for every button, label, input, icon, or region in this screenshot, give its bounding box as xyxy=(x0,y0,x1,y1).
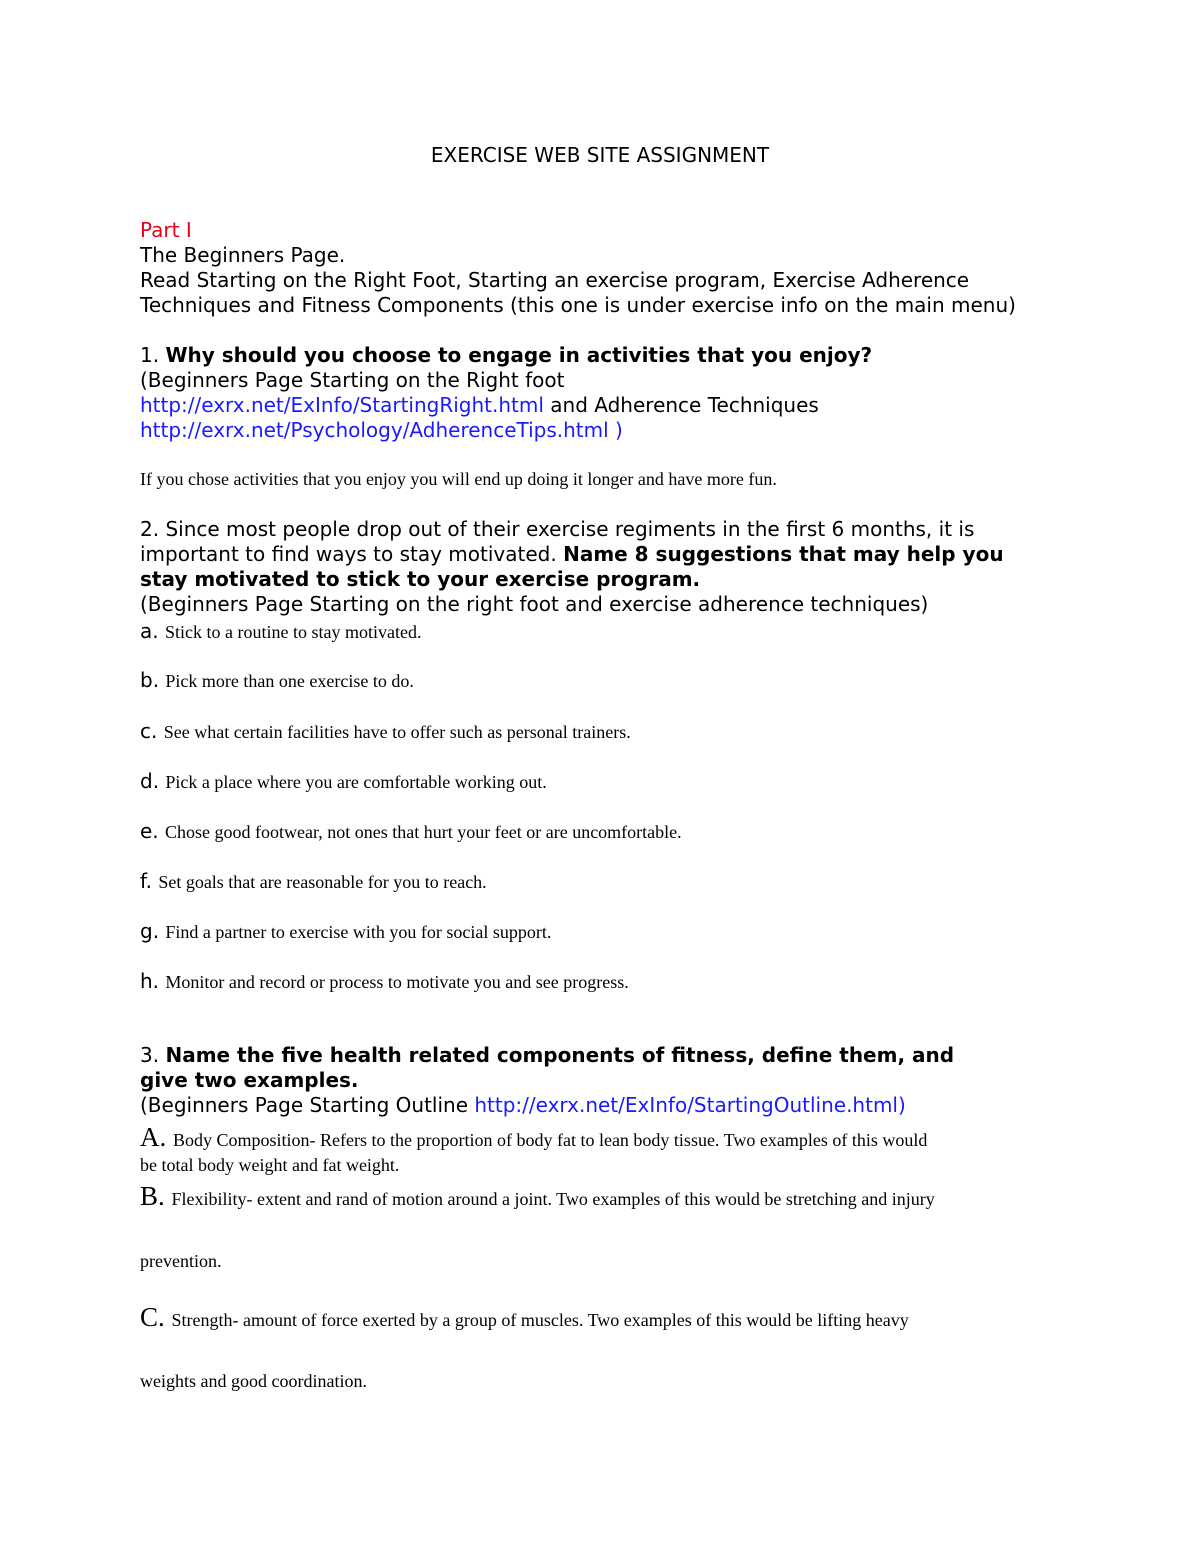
answer-text: Monitor and record or process to motivate you and see progress. xyxy=(165,972,629,992)
component-text: Strength- amount of force exerted by a group of muscles. Two examples of this would be lifting heavy xyxy=(171,1310,909,1330)
question-1-text: Why should you choose to engage in activities that you enjoy? xyxy=(165,343,873,367)
intro-line-3: Techniques and Fitness Components (this one is under exercise info on the main menu) xyxy=(140,293,1016,317)
question-3-reference xyxy=(140,1093,906,1117)
component-text-continued: prevention. xyxy=(140,1251,222,1271)
question-3-line-1 xyxy=(140,1043,954,1067)
answer-letter: b. xyxy=(140,668,166,692)
question-2-reference: (Beginners Page Starting on the right foot and exercise adherence techniques) xyxy=(140,592,929,616)
part-heading: Part I xyxy=(140,218,192,242)
question-3-reference-text: (Beginners Page Starting Outline xyxy=(140,1093,475,1117)
question-2-line-2 xyxy=(140,542,1004,566)
answer-item xyxy=(140,919,551,943)
question-3-line-2 xyxy=(140,1068,359,1092)
page-title: EXERCISE WEB SITE ASSIGNMENT xyxy=(430,143,770,167)
question-1-answer: If you chose activities that you enjoy you will end up doing it longer and have more fun. xyxy=(140,469,777,489)
question-3-text: Name the five health related components of fitness, define them, and xyxy=(165,1043,955,1067)
answer-text: Pick more than one exercise to do. xyxy=(165,671,414,691)
component-text-continued: weights and good coordination. xyxy=(140,1371,367,1391)
question-2-plain: important to find ways to stay motivated. xyxy=(140,542,564,566)
answer-letter: g. xyxy=(140,919,166,943)
starting-right-link[interactable]: http://exrx.net/ExInfo/StartingRight.html xyxy=(140,393,544,417)
answer-item xyxy=(140,719,631,743)
question-3-number: 3. xyxy=(140,1043,166,1067)
answer-letter: d. xyxy=(140,769,166,793)
answer-text: Set goals that are reasonable for you to reach. xyxy=(158,872,487,892)
answer-item xyxy=(140,769,547,793)
answer-text: Pick a place where you are comfortable working out. xyxy=(165,772,547,792)
starting-outline-link[interactable]: http://exrx.net/ExInfo/StartingOutline.html) xyxy=(474,1093,906,1117)
component-item xyxy=(140,1302,909,1333)
question-2-line-3 xyxy=(140,567,700,591)
answer-item xyxy=(140,819,682,843)
question-1-number: 1. xyxy=(140,343,166,367)
question-1-reference-line-3 xyxy=(140,418,623,442)
component-text: Body Composition- Refers to the proportion of body fat to lean body tissue. Two examples of this would xyxy=(173,1130,928,1150)
answer-item xyxy=(140,619,421,643)
question-2-line-1: 2. Since most people drop out of their exercise regiments in the first 6 months, it is xyxy=(140,517,975,541)
component-item xyxy=(140,1122,927,1153)
intro-line-1: The Beginners Page. xyxy=(140,243,346,267)
answer-text: Chose good footwear, not ones that hurt your feet or are uncomfortable. xyxy=(165,822,682,842)
component-text-continued: be total body weight and fat weight. xyxy=(140,1155,400,1175)
answer-text: Find a partner to exercise with you for social support. xyxy=(165,922,552,942)
question-2-bold: Name 8 suggestions that may help you xyxy=(563,542,1004,566)
answer-letter: c. xyxy=(140,719,164,743)
answer-letter: f. xyxy=(140,869,159,893)
component-letter: B. xyxy=(140,1181,172,1211)
answer-item xyxy=(140,668,414,692)
question-2-bold-2: stay motivated to stick to your exercise program. xyxy=(140,567,701,591)
answer-letter: e. xyxy=(140,819,166,843)
component-item xyxy=(140,1181,935,1212)
answer-text: Stick to a routine to stay motivated. xyxy=(164,622,422,642)
reference-close-paren: ) xyxy=(608,418,623,442)
question-1 xyxy=(140,343,872,367)
answer-letter: a. xyxy=(140,619,165,643)
adherence-text: and Adherence Techniques xyxy=(543,393,819,417)
adherence-tips-link[interactable]: http://exrx.net/Psychology/AdherenceTips.html xyxy=(140,418,609,442)
question-3-text-2: give two examples. xyxy=(140,1068,359,1092)
answer-item xyxy=(140,969,629,993)
question-1-reference-line-2 xyxy=(140,393,819,417)
intro-line-2: Read Starting on the Right Foot, Starting an exercise program, Exercise Adherence xyxy=(140,268,970,292)
component-text: Flexibility- extent and rand of motion around a joint. Two examples of this would be stretching and injury xyxy=(171,1189,935,1209)
answer-item xyxy=(140,869,487,893)
component-letter: A. xyxy=(140,1122,173,1152)
answer-text: See what certain facilities have to offer such as personal trainers. xyxy=(163,722,631,742)
question-1-reference: (Beginners Page Starting on the Right foot xyxy=(140,368,565,392)
component-letter: C. xyxy=(140,1302,172,1332)
answer-letter: h. xyxy=(140,969,166,993)
